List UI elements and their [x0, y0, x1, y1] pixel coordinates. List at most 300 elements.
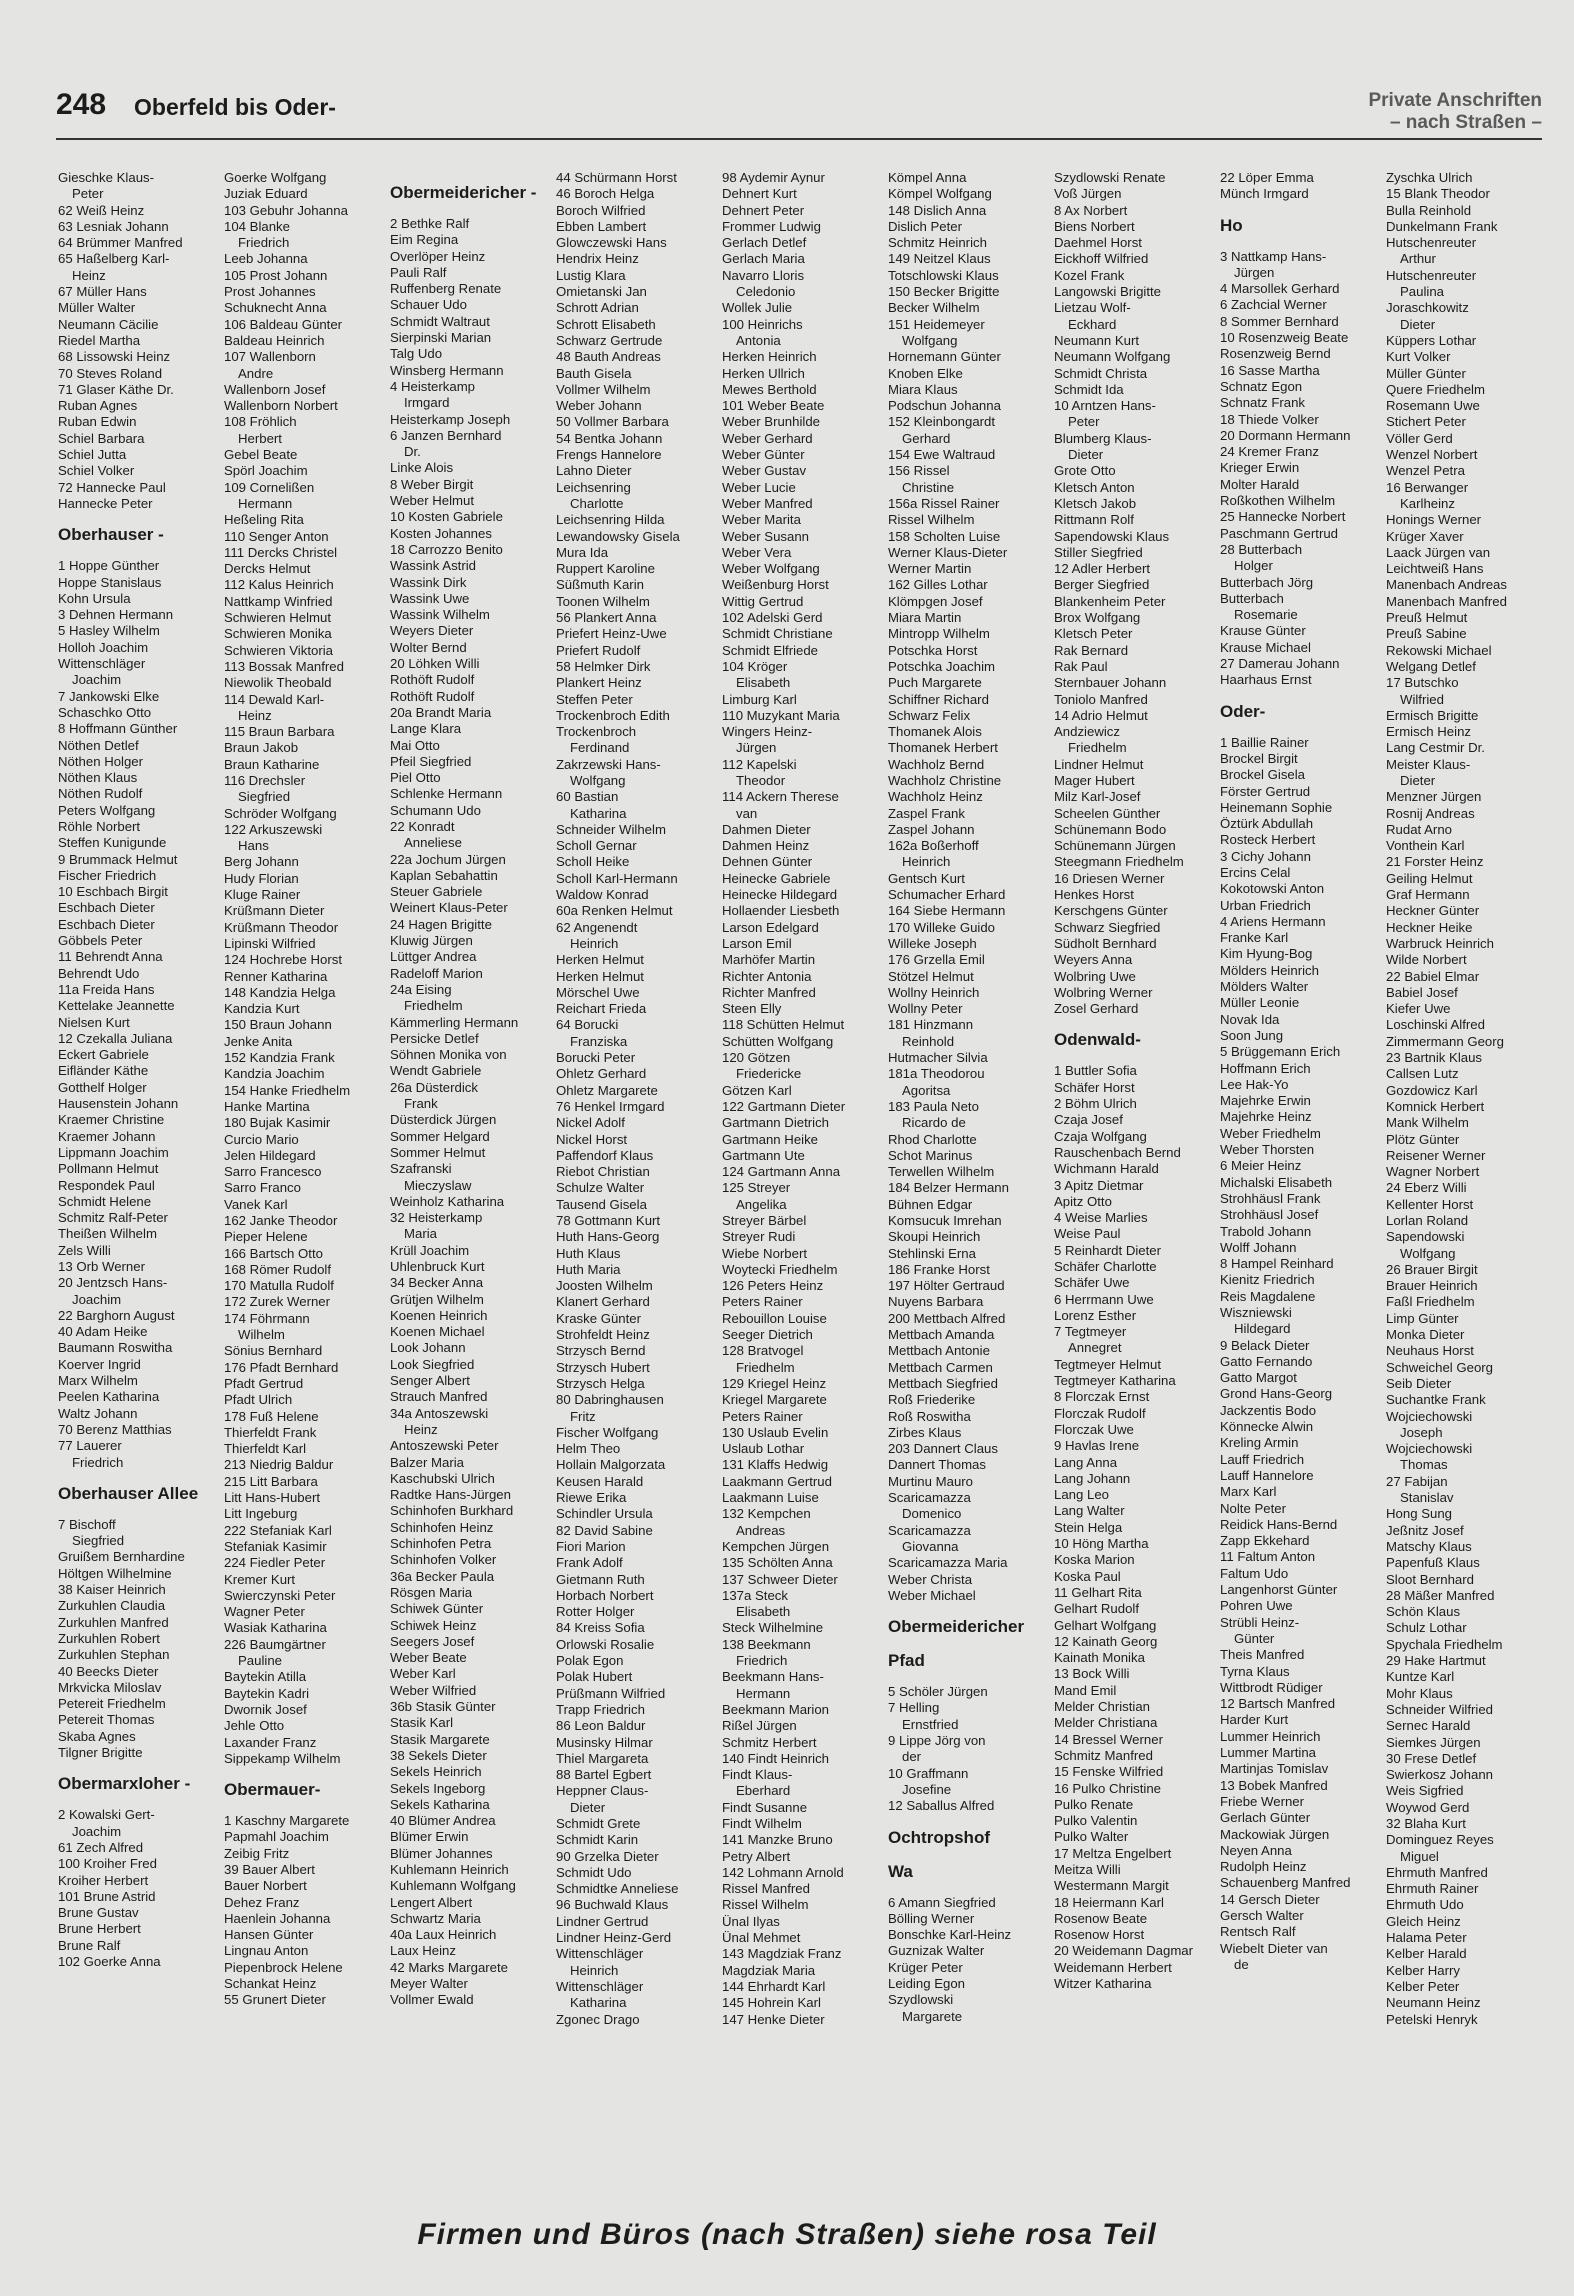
directory-entry: 215 Litt Barbara	[224, 1473, 318, 1489]
directory-entry: Rauschenbach Bernd	[1054, 1144, 1181, 1160]
directory-entry: 34 Becker Anna	[390, 1275, 484, 1291]
directory-entry: Gietmann Ruth	[556, 1571, 645, 1587]
street-heading: Ochtropshof	[888, 1827, 990, 1847]
directory-entry: Pieper Helene	[224, 1229, 308, 1245]
directory-entry: Weber Brunhilde	[722, 414, 820, 430]
directory-entry: Scaricamazza	[888, 1490, 971, 1506]
directory-entry: Schnatz Frank	[1220, 395, 1306, 411]
directory-entry: Papmahl Joachim	[224, 1829, 329, 1845]
directory-entry: Waltz Johann	[58, 1405, 138, 1421]
directory-entry: Krüll Joachim	[390, 1242, 470, 1258]
directory-entry: Lingnau Anton	[224, 1943, 309, 1959]
directory-entry: 72 Hannecke Paul	[58, 479, 166, 495]
directory-entry: Zgonec Drago	[556, 2011, 640, 2027]
directory-entry: Lewandowsky Gisela	[556, 528, 680, 544]
directory-entry: Dahmen Dieter	[722, 821, 811, 837]
directory-entry: Nöthen Detlef	[58, 737, 139, 753]
directory-entry: Waldow Konrad	[556, 887, 649, 903]
directory-entry: Schinhofen Heinz	[390, 1519, 494, 1535]
directory-entry: Lauff Friedrich	[1220, 1451, 1305, 1467]
directory-entry: Schmidt Ida	[1054, 381, 1124, 397]
directory-entry: Ermisch Heinz	[1386, 724, 1472, 740]
directory-entry: Pfeil Siegfried	[390, 753, 472, 769]
directory-entry: Weinert Klaus-Peter	[390, 900, 508, 916]
directory-column-8	[1220, 170, 1382, 2210]
directory-entry: Litt Ingeburg	[224, 1506, 298, 1522]
directory-entry: Südholt Bernhard	[1054, 935, 1157, 951]
directory-entry: Friedrich	[736, 1653, 788, 1669]
directory-entry: Monka Dieter	[1386, 1327, 1465, 1343]
directory-entry: Braun Katharine	[224, 756, 320, 772]
directory-entry: 213 Niedrig Baldur	[224, 1457, 334, 1473]
directory-entry: 124 Hochrebe Horst	[224, 952, 343, 968]
directory-entry: Schinhofen Volker	[390, 1552, 497, 1568]
directory-entry: 108 Fröhlich	[224, 414, 297, 430]
directory-entry: 151 Heidemeyer	[888, 316, 985, 332]
directory-entry: Steen Elly	[722, 1001, 782, 1017]
directory-entry: Lustig Klara	[556, 267, 626, 283]
directory-entry: 137 Schweer Dieter	[722, 1571, 838, 1587]
directory-entry: Tilgner Brigitte	[58, 1745, 143, 1761]
directory-entry: Schwartz Maria	[390, 1910, 481, 1926]
directory-entry: Rösgen Maria	[390, 1584, 473, 1600]
directory-entry: Rosemann Uwe	[1386, 398, 1480, 414]
directory-entry: Zapp Ekkehard	[1220, 1533, 1310, 1549]
directory-entry: 22 Barghorn August	[58, 1307, 175, 1323]
directory-entry: Paffendorf Klaus	[556, 1147, 654, 1163]
directory-entry: 60 Bastian	[556, 789, 619, 805]
directory-entry: Andreas	[736, 1522, 786, 1538]
directory-entry: Kelber Peter	[1386, 1978, 1460, 1994]
directory-entry: Stehlinski Erna	[888, 1245, 976, 1261]
directory-entry: Agoritsa	[902, 1082, 951, 1098]
directory-entry: Grond Hans-Georg	[1220, 1386, 1333, 1402]
directory-entry: Huth Maria	[556, 1261, 621, 1277]
directory-entry: Giovanna	[902, 1538, 959, 1554]
directory-entry: Bonschke Karl-Heinz	[888, 1927, 1012, 1943]
directory-entry: Heinemann Sophie	[1220, 799, 1333, 815]
directory-entry: 26 Brauer Birgit	[1386, 1261, 1478, 1277]
directory-entry: 110 Senger Anton	[224, 528, 329, 544]
directory-entry: Dercks Helmut	[224, 561, 311, 577]
directory-entry: 114 Ackern Therese	[722, 789, 839, 805]
directory-entry: Miara Martin	[888, 610, 962, 626]
directory-entry: Wojciechowski	[1386, 1441, 1473, 1457]
directory-entry: 32 Heisterkamp	[390, 1210, 483, 1226]
directory-entry: Larson Edelgard	[722, 919, 819, 935]
directory-entry: 113 Bossak Manfred	[224, 658, 344, 674]
directory-entry: Koska Marion	[1054, 1552, 1135, 1568]
directory-entry: Friedhelm	[736, 1359, 795, 1375]
directory-entry: 104 Blanke	[224, 218, 290, 234]
directory-entry: Zurkuhlen Robert	[58, 1630, 160, 1646]
directory-entry: 25 Hannecke Norbert	[1220, 509, 1346, 525]
directory-entry: 70 Steves Roland	[58, 365, 163, 381]
directory-entry: Dislich Peter	[888, 218, 963, 234]
directory-entry: Andre	[238, 365, 274, 381]
directory-entry: Haarhaus Ernst	[1220, 672, 1312, 688]
directory-entry: 166 Bartsch Otto	[224, 1245, 323, 1261]
directory-entry: Joachim	[72, 672, 122, 688]
directory-entry: Look Siegfried	[390, 1356, 475, 1372]
directory-entry: Schmitz Herbert	[722, 1734, 817, 1750]
directory-entry: Weißenburg Horst	[722, 577, 829, 593]
directory-entry: Niewolik Theobald	[224, 675, 332, 691]
directory-entry: Rosnij Andreas	[1386, 805, 1475, 821]
directory-entry: Wollny Heinrich	[888, 984, 980, 1000]
directory-entry: Ruppert Karoline	[556, 561, 655, 577]
directory-entry: Lang Walter	[1054, 1503, 1125, 1519]
directory-entry: Stefaniak Kasimir	[224, 1538, 327, 1554]
directory-entry: 10 Eschbach Birgit	[58, 884, 168, 900]
directory-entry: Knoben Elke	[888, 365, 963, 381]
directory-entry: Nöthen Holger	[58, 753, 144, 769]
directory-entry: Urban Friedrich	[1220, 897, 1311, 913]
directory-entry: Ermisch Brigitte	[1386, 707, 1479, 723]
directory-entry: Hermann	[736, 1685, 791, 1701]
directory-entry: 20 Löhken Willi	[390, 656, 480, 672]
directory-entry: 27 Damerau Johann	[1220, 656, 1340, 672]
directory-entry: Biens Norbert	[1054, 218, 1135, 234]
directory-entry: 7 Bischoff	[58, 1516, 116, 1532]
directory-entry: Kletsch Jakob	[1054, 495, 1137, 511]
directory-entry: Lippmann Joachim	[58, 1144, 169, 1160]
directory-entry: Persicke Detlef	[390, 1030, 479, 1046]
directory-entry: 8 Ax Norbert	[1054, 202, 1128, 218]
directory-entry: Bauth Gisela	[556, 365, 632, 381]
directory-entry: Weber Karl	[390, 1666, 456, 1682]
directory-entry: 76 Henkel Irmgard	[556, 1098, 665, 1114]
directory-entry: Weyers Anna	[1054, 952, 1133, 968]
directory-entry: 8 Sommer Bernhard	[1220, 313, 1339, 329]
directory-entry: Gersch Walter	[1220, 1907, 1304, 1923]
street-heading: Obermeidericher -	[390, 183, 537, 202]
directory-entry: 148 Kandzia Helga	[224, 984, 336, 1000]
directory-entry: 176 Pfadt Bernhard	[224, 1359, 339, 1375]
directory-entry: Röhle Norbert	[58, 818, 141, 834]
directory-entry: Kroiher Herbert	[58, 1872, 149, 1888]
directory-entry: Laack Jürgen van	[1386, 544, 1491, 560]
directory-entry: Neumann Heinz	[1386, 1995, 1481, 2011]
directory-entry: Münch Irmgard	[1220, 186, 1309, 202]
directory-entry: Laxander Franz	[224, 1734, 317, 1750]
directory-entry: 16 Berwanger	[1386, 479, 1469, 495]
directory-entry: Schauer Udo	[390, 297, 467, 313]
directory-entry: 80 Dabringhausen	[556, 1392, 664, 1408]
directory-entry: 12 Kainath Georg	[1054, 1633, 1158, 1649]
directory-entry: Milz Karl-Josef	[1054, 789, 1141, 805]
directory-entry: 4 Weise Marlies	[1054, 1210, 1148, 1226]
directory-entry: 29 Hake Hartmut	[1386, 1653, 1486, 1669]
directory-entry: Prost Johannes	[224, 284, 316, 300]
directory-entry: Scheelen Günther	[1054, 805, 1161, 821]
directory-entry: 130 Uslaub Evelin	[722, 1424, 829, 1440]
directory-entry: Seeger Dietrich	[722, 1327, 813, 1343]
directory-entry: 44 Schürmann Horst	[556, 170, 677, 185]
directory-entry: Priefert Heinz-Uwe	[556, 626, 667, 642]
directory-entry: Braun Jakob	[224, 740, 299, 756]
directory-entry: Zakrzewski Hans-	[556, 756, 661, 772]
directory-entry: Wilfried	[1400, 691, 1444, 707]
directory-entry: Weber Michael	[888, 1587, 976, 1603]
directory-entry: Lang Johann	[1054, 1470, 1131, 1486]
directory-entry: Neumann Cäcilie	[58, 316, 159, 332]
directory-entry: Roß Roswitha	[888, 1408, 971, 1424]
directory-entry: 102 Adelski Gerd	[722, 610, 823, 626]
directory-entry: Eckhard	[1068, 316, 1117, 332]
directory-entry: Kämmerling Hermann	[390, 1014, 519, 1030]
directory-entry: Sloot Bernhard	[1386, 1571, 1474, 1587]
directory-entry: Gatto Margot	[1220, 1370, 1297, 1386]
directory-entry: Leichsenring	[556, 479, 631, 495]
directory-entry: Manenbach Andreas	[1386, 577, 1507, 593]
directory-entry: Schuknecht Anna	[224, 300, 327, 316]
directory-entry: 114 Dewald Karl-	[224, 691, 325, 707]
directory-entry: Schmidt Karin	[556, 1832, 639, 1848]
directory-entry: Weber Gerhard	[722, 430, 813, 446]
directory-entry: 226 Baumgärtner	[224, 1636, 326, 1652]
directory-entry: Peters Wolfgang	[58, 802, 156, 818]
directory-entry: Dwornik Josef	[224, 1701, 307, 1717]
directory-entry: Zyschka Ulrich	[1386, 170, 1473, 185]
directory-entry: Steffen Kunigunde	[58, 835, 167, 851]
directory-entry: Beekmann Hans-	[722, 1669, 824, 1685]
directory-entry: Richter Manfred	[722, 984, 816, 1000]
directory-entry: 23 Bartnik Klaus	[1386, 1050, 1483, 1066]
directory-entry: Mank Wilhelm	[1386, 1115, 1469, 1131]
directory-entry: Strohfeldt Heinz	[556, 1327, 650, 1343]
directory-entry: Siegfried	[72, 1533, 125, 1549]
directory-entry: Kandzia Kurt	[224, 1001, 300, 1017]
directory-entry: Eim Regina	[390, 232, 459, 248]
directory-entry: Leeb Johanna	[224, 251, 308, 267]
directory-entry: Bühnen Edgar	[888, 1196, 973, 1212]
directory-entry: Pfadt Gertrud	[224, 1375, 304, 1391]
directory-column-1	[58, 170, 220, 2210]
directory-entry: Lang Anna	[1054, 1454, 1118, 1470]
directory-entry: 64 Borucki	[556, 1017, 619, 1033]
street-heading: Obermeidericher	[888, 1617, 1025, 1637]
directory-entry: Gieschke Klaus-	[58, 170, 155, 185]
directory-entry: Höltgen Wilhelmine	[58, 1565, 172, 1581]
directory-entry: Martinjas Tomislav	[1220, 1761, 1329, 1777]
directory-entry: Schmidtke Anneliese	[556, 1881, 679, 1897]
directory-entry: Gebel Beate	[224, 447, 298, 463]
directory-entry: Sekels Ingeborg	[390, 1780, 486, 1796]
directory-entry: Rosenow Beate	[1054, 1910, 1148, 1926]
directory-entry: Hildegard	[1234, 1321, 1291, 1337]
directory-entry: 128 Bratvogel	[722, 1343, 804, 1359]
directory-entry: Wolter Bernd	[390, 639, 467, 655]
directory-entry: Celedonio	[736, 284, 796, 300]
directory-entry: Wassink Wilhelm	[390, 607, 490, 623]
directory-entry: 20 Jentzsch Hans-	[58, 1275, 168, 1291]
directory-entry: Ehrmuth Rainer	[1386, 1881, 1479, 1897]
directory-entry: Wassink Dirk	[390, 574, 467, 590]
directory-entry: 26a Düsterdick	[390, 1079, 478, 1095]
directory-entry: Gelhart Rudolf	[1054, 1601, 1140, 1617]
directory-entry: 14 Bressel Werner	[1054, 1731, 1163, 1747]
directory-entry: Curcio Mario	[224, 1131, 299, 1147]
directory-entry: Schnatz Egon	[1220, 378, 1303, 394]
directory-entry: Senger Albert	[390, 1373, 470, 1389]
directory-entry: Schwarz Felix	[888, 707, 971, 723]
directory-entry: Riedel Martha	[58, 332, 141, 348]
directory-entry: Neyen Anna	[1220, 1842, 1292, 1858]
directory-entry: Öztürk Abdullah	[1220, 816, 1314, 832]
directory-entry: 148 Dislich Anna	[888, 202, 987, 218]
directory-column-9	[1386, 170, 1544, 2210]
directory-entry: Rosemarie	[1234, 607, 1298, 623]
directory-entry: Radtke Hans-Jürgen	[390, 1487, 511, 1503]
directory-entry: Friedhelm	[404, 998, 463, 1014]
directory-entry: Hornemann Günter	[888, 349, 1001, 365]
directory-entry: Melder Christiana	[1054, 1715, 1158, 1731]
directory-entry: Nielsen Kurt	[58, 1014, 130, 1030]
directory-entry: 4 Marsollek Gerhard	[1220, 281, 1340, 297]
directory-entry: Kienitz Friedrich	[1220, 1272, 1315, 1288]
directory-entry: 6 Herrmann Uwe	[1054, 1291, 1154, 1307]
directory-entry: Haenlein Johanna	[224, 1910, 331, 1926]
directory-entry: Faßl Friedhelm	[1386, 1294, 1475, 1310]
directory-entry: 28 Mäßer Manfred	[1386, 1587, 1495, 1603]
directory-entry: Schulze Walter	[556, 1180, 645, 1196]
directory-entry: Welgang Detlef	[1386, 658, 1476, 674]
directory-entry: Daehmel Horst	[1054, 235, 1142, 251]
directory-entry: Schweichel Georg	[1386, 1359, 1494, 1375]
directory-entry: Stasik Karl	[390, 1715, 454, 1731]
directory-entry: Strübli Heinz-	[1220, 1614, 1300, 1630]
directory-entry: Christine	[902, 479, 955, 495]
directory-entry: Gerhard	[902, 430, 951, 446]
directory-entry: Zurkuhlen Claudia	[58, 1598, 166, 1614]
directory-entry: 100 Kroiher Fred	[58, 1856, 157, 1872]
directory-entry: Seib Dieter	[1386, 1375, 1452, 1391]
directory-entry: 27 Fabijan	[1386, 1473, 1448, 1489]
directory-entry: 13 Bobek Manfred	[1220, 1777, 1328, 1793]
directory-entry: 11 Behrendt Anna	[58, 949, 163, 965]
directory-entry: Molter Harald	[1220, 476, 1300, 492]
directory-entry: Spychala Friedhelm	[1386, 1636, 1503, 1652]
page-number: 248	[56, 88, 107, 121]
directory-entry: Fischer Wolfgang	[556, 1424, 659, 1440]
directory-entry: Wiszniewski	[1220, 1305, 1292, 1320]
directory-entry: Baytekin Atilla	[224, 1669, 307, 1685]
directory-entry: Kerschgens Günter	[1054, 903, 1168, 919]
directory-entry: 150 Becker Brigitte	[888, 284, 1000, 300]
directory-entry: Reisener Werner	[1386, 1147, 1486, 1163]
directory-entry: 4 Ariens Hermann	[1220, 913, 1326, 929]
directory-entry: Szydlowski Renate	[1054, 170, 1166, 185]
directory-entry: Weidemann Herbert	[1054, 1959, 1172, 1975]
directory-entry: de	[1234, 1956, 1249, 1972]
directory-entry: Kuhlemann Heinrich	[390, 1861, 509, 1877]
directory-entry: Brockel Birgit	[1220, 750, 1298, 766]
directory-entry: 63 Lesniak Johann	[58, 218, 169, 234]
directory-entry: Scaricamazza Maria	[888, 1555, 1008, 1571]
directory-entry: Henkes Horst	[1054, 887, 1134, 903]
directory-entry: Seegers Josef	[390, 1633, 475, 1649]
directory-entry: 122 Arkuszewski	[224, 821, 323, 837]
directory-entry: Langenhorst Günter	[1220, 1582, 1338, 1598]
directory-entry: Linke Alois	[390, 460, 454, 476]
directory-entry: Schütten Wolfgang	[722, 1033, 834, 1049]
directory-entry: Koska Paul	[1054, 1568, 1121, 1584]
directory-entry: Neumann Kurt	[1054, 332, 1140, 348]
directory-entry: Potschka Horst	[888, 642, 978, 658]
directory-entry: Kreling Armin	[1220, 1435, 1299, 1451]
directory-entry: Kraemer Christine	[58, 1112, 165, 1128]
directory-entry: Kiefer Uwe	[1386, 1001, 1451, 1017]
directory-entry: Pohren Uwe	[1220, 1598, 1293, 1614]
directory-entry: Weinholz Katharina	[390, 1193, 505, 1209]
directory-entry: Steck Wilhelmine	[722, 1620, 824, 1636]
directory-entry: Neumann Wolfgang	[1054, 349, 1171, 365]
directory-entry: Preuß Helmut	[1386, 610, 1468, 626]
directory-entry: 8 Hoffmann Günther	[58, 721, 178, 737]
directory-entry: Steuer Gabriele	[390, 884, 483, 900]
directory-entry: Peter	[1068, 414, 1100, 430]
directory-entry: Musinsky Hilmar	[556, 1734, 653, 1750]
directory-entry: Günter	[1234, 1630, 1275, 1646]
directory-entry: 22 Babiel Elmar	[1386, 968, 1480, 984]
directory-entry: Mörschel Uwe	[556, 984, 640, 1000]
directory-entry: Stiller Siegfried	[1054, 544, 1143, 560]
directory-entry: Leiding Egon	[888, 1975, 965, 1991]
directory-entry: Heckner Günter	[1386, 903, 1480, 919]
directory-entry: Thiel Margareta	[556, 1750, 649, 1766]
directory-entry: Potschka Joachim	[888, 658, 996, 674]
directory-entry: Pauline	[238, 1653, 282, 1669]
directory-entry: Menzner Jürgen	[1386, 789, 1482, 805]
directory-entry: 101 Weber Beate	[722, 398, 825, 414]
directory-entry: Rotter Holger	[556, 1604, 635, 1620]
directory-entry: 154 Ewe Waltraud	[888, 447, 996, 463]
directory-entry: 5 Hasley Wilhelm	[58, 623, 160, 639]
directory-entry: 8 Florczak Ernst	[1054, 1389, 1150, 1405]
directory-entry: 147 Henke Dieter	[722, 2011, 825, 2027]
directory-entry: Lipinski Wilfried	[224, 935, 316, 951]
directory-entry: Juziak Eduard	[224, 186, 308, 202]
directory-entry: Hutmacher Silvia	[888, 1050, 988, 1066]
directory-entry: 14 Adrio Helmut	[1054, 707, 1148, 723]
directory-entry: Dannert Thomas	[888, 1457, 986, 1473]
directory-entry: Petereit Thomas	[58, 1712, 155, 1728]
directory-entry: Anneliese	[404, 835, 462, 851]
directory-entry: Ruffenberg Renate	[390, 281, 502, 297]
directory-entry: 197 Hölter Gertraud	[888, 1278, 1005, 1294]
directory-column-5	[722, 170, 884, 2210]
directory-entry: Swierkosz Johann	[1386, 1767, 1494, 1783]
directory-entry: Radeloff Marion	[390, 965, 483, 981]
directory-entry: 58 Helmker Dirk	[556, 658, 651, 674]
directory-entry: Wolfgang	[1400, 1245, 1456, 1261]
directory-entry: Sarro Francesco	[224, 1164, 322, 1180]
directory-entry: Lengert Albert	[390, 1894, 473, 1910]
directory-entry: Schmidt Waltraut	[390, 313, 490, 329]
directory-entry: 36b Stasik Günter	[390, 1699, 496, 1715]
directory-entry: Glowczewski Hans	[556, 235, 667, 251]
directory-entry: Holloh Joachim	[58, 639, 149, 655]
directory-column-3	[390, 170, 552, 2210]
directory-entry: Joseph	[1400, 1424, 1443, 1440]
directory-entry: 156a Rissel Rainer	[888, 495, 1000, 511]
directory-entry: 162a Boßerhoff	[888, 838, 979, 854]
directory-entry: Schiel Jutta	[58, 447, 127, 463]
directory-entry: Schiffner Richard	[888, 691, 989, 707]
directory-entry: Schinhofen Petra	[390, 1536, 492, 1552]
directory-entry: Lahno Dieter	[556, 463, 632, 479]
